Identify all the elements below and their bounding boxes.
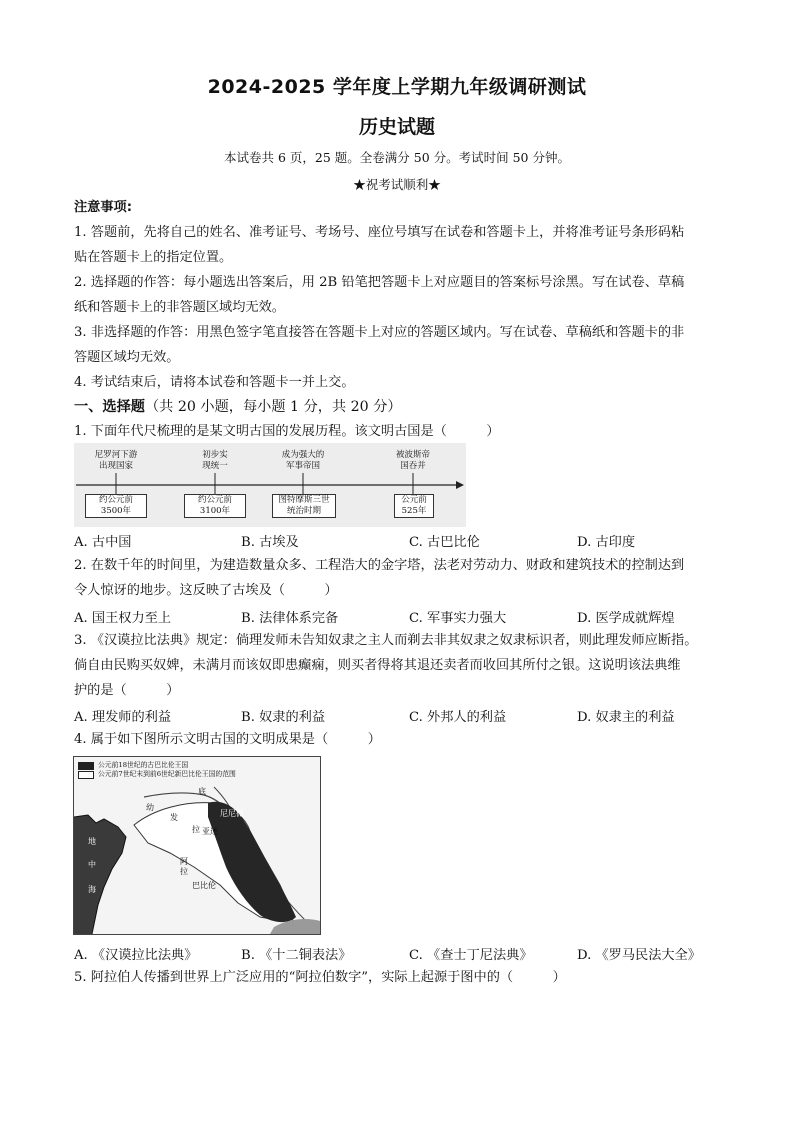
section-label: 一、选择题 bbox=[74, 399, 145, 415]
note-line: 1. 答题前，先将自己的姓名、准考证号、考场号、座位号填写在试卷和答题卡上，并将准考证号条形码粘 bbox=[74, 225, 685, 240]
q3-stem: 3. 《汉谟拉比法典》规定：倘理发师未告知奴隶之主人而剃去非其奴隶之奴隶标识者，则此理发师应断指。 bbox=[74, 633, 698, 648]
timeline-event: 成为强大的 军事帝国 bbox=[281, 450, 325, 471]
timeline-date-box: 约公元前 3500年 bbox=[85, 494, 147, 518]
map-label-nineveh: 尼尼微 bbox=[220, 809, 244, 818]
legend-item-new-babylon: 公元前7世纪末到前6世纪新巴比伦王国的范围 bbox=[78, 770, 238, 779]
q3-option-c[interactable]: C. 外邦人的利益 bbox=[409, 710, 507, 725]
map-label-arabia: 拉 bbox=[180, 867, 188, 876]
section-heading bbox=[74, 398, 734, 416]
note-line: 2. 选择题的作答：每小题选出答案后，用 2B 铅笔把答题卡上对应题目的答案标号涂黑。写在试卷、草稿 bbox=[74, 275, 685, 290]
q4-option-c[interactable]: C. 《查士丁尼法典》 bbox=[409, 948, 533, 963]
map-label-tigris: 底 bbox=[198, 787, 206, 796]
q2-option-b[interactable]: B. 法律体系完备 bbox=[241, 611, 339, 626]
exam-title: 2024-2025 学年度上学期九年级调研测试 bbox=[207, 76, 587, 98]
map-label-euphrates: 幼 bbox=[146, 803, 154, 812]
q1-option-b[interactable]: B. 古埃及 bbox=[241, 535, 299, 550]
legend-item-old-babylon: 公元前18世纪的古巴比伦王国 bbox=[78, 761, 238, 770]
q3-option-b[interactable]: B. 奴隶的利益 bbox=[241, 710, 326, 725]
q4-option-b[interactable]: B. 《十二铜表法》 bbox=[241, 948, 352, 963]
map-label-euphrates: 发 bbox=[170, 813, 178, 822]
q1-option-a[interactable]: A. 古中国 bbox=[74, 535, 132, 550]
timeline-event: 尼罗河下游 出现国家 bbox=[94, 450, 138, 471]
timeline-date-box: 公元前 525年 bbox=[394, 494, 434, 518]
q3-stem: 倘自由民购买奴婢，未满月而该奴即患癫痫，则买者得将其退还卖者而收回其所付之银。这说明该法典维 bbox=[74, 658, 681, 673]
q2-option-d[interactable]: D. 医学成就辉煌 bbox=[577, 611, 675, 626]
q3-option-d[interactable]: D. 奴隶主的利益 bbox=[577, 710, 675, 725]
legend-swatch-light bbox=[78, 771, 94, 779]
map-label-assur: 亚述 bbox=[202, 827, 218, 836]
map-label-babylon: 巴比伦 bbox=[192, 881, 216, 890]
q1-option-d[interactable]: D. 古印度 bbox=[577, 535, 636, 550]
timeline-date-box: 图特摩斯三世 统治时期 bbox=[272, 494, 336, 518]
map-label-mediterranean: 地 中 海 bbox=[88, 837, 96, 894]
q4-babylon-map bbox=[73, 756, 321, 935]
good-luck-line: ★祝考试顺利★ bbox=[353, 177, 441, 192]
q2-stem: 令人惊讶的地步。这反映了古埃及（ ） bbox=[74, 583, 338, 598]
map-legend bbox=[78, 761, 238, 779]
q1-timeline-figure bbox=[74, 443, 466, 527]
timeline-date-box: 约公元前 3100年 bbox=[184, 494, 246, 518]
q1-option-c[interactable]: C. 古巴比伦 bbox=[409, 535, 480, 550]
q4-stem: 4. 属于如下图所示文明古国的文明成果是（ ） bbox=[74, 732, 381, 747]
q3-stem: 护的是（ ） bbox=[74, 683, 180, 698]
q4-option-a[interactable]: A. 《汉谟拉比法典》 bbox=[74, 948, 198, 963]
q2-option-a[interactable]: A. 国王权力至上 bbox=[74, 611, 172, 626]
map-label-arabia: 阿 bbox=[180, 857, 188, 866]
q1-stem: 1. 下面年代尺梳理的是某文明古国的发展历程。该文明古国是（ ） bbox=[74, 424, 500, 439]
q3-option-a[interactable]: A. 理发师的利益 bbox=[74, 710, 172, 725]
q2-option-c[interactable]: C. 军事实力强大 bbox=[409, 611, 507, 626]
notes-heading: 注意事项: bbox=[74, 200, 133, 215]
map-drawing bbox=[74, 757, 320, 934]
note-line: 3. 非选择题的作答：用黑色签字笔直接答在答题卡上对应的答题区域内。写在试卷、草稿纸和答题卡的非 bbox=[74, 325, 685, 340]
note-line: 4. 考试结束后，请将本试卷和答题卡一并上交。 bbox=[74, 375, 355, 390]
q5-stem: 5. 阿拉伯人传播到世界上广泛应用的“阿拉伯数字”，实际上起源于图中的（ ） bbox=[74, 970, 566, 985]
map-label-euphrates: 拉 bbox=[192, 825, 200, 834]
note-line: 纸和答题卡上的非答题区域均无效。 bbox=[74, 300, 285, 315]
note-line: 贴在答题卡上的指定位置。 bbox=[74, 250, 233, 265]
q4-option-d[interactable]: D. 《罗马民法大全》 bbox=[577, 948, 701, 963]
timeline-event: 初步实 现统一 bbox=[202, 450, 228, 471]
q2-stem: 2. 在数千年的时间里，为建造数量众多、工程浩大的金字塔，法老对劳动力、财政和建筑技术的控制达到 bbox=[74, 558, 685, 573]
section-desc: （共 20 小题，每小题 1 分，共 20 分） bbox=[144, 399, 402, 415]
legend-swatch-dark bbox=[78, 762, 94, 770]
exam-subject: 历史试题 bbox=[358, 116, 435, 138]
timeline-event: 被波斯帝 国吞并 bbox=[395, 450, 430, 471]
note-line: 答题区域均无效。 bbox=[74, 350, 180, 365]
exam-meta: 本试卷共 6 页，25 题。全卷满分 50 分。考试时间 50 分钟。 bbox=[224, 150, 570, 165]
